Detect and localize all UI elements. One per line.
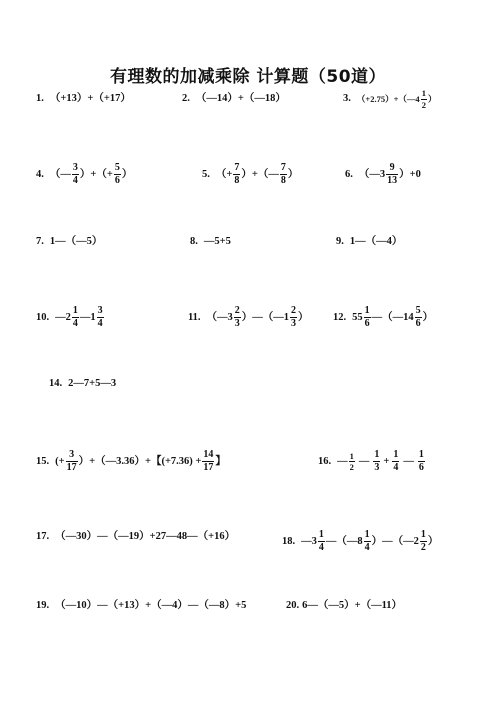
denominator: 4 bbox=[72, 175, 78, 186]
numerator: 14 bbox=[203, 449, 214, 460]
fraction bbox=[280, 163, 287, 186]
denominator: 2 bbox=[349, 462, 354, 472]
numerator: 9 bbox=[389, 162, 395, 173]
problem-number: 8. bbox=[190, 236, 198, 247]
numerator: 7 bbox=[280, 162, 286, 173]
problem-20 bbox=[286, 599, 402, 613]
expression-part: ）—（—2 bbox=[371, 535, 419, 547]
problem-7 bbox=[36, 235, 102, 249]
problem-10 bbox=[36, 306, 105, 329]
denominator: 2 bbox=[420, 542, 426, 553]
expression: 1—（—4） bbox=[349, 236, 403, 247]
problem-5 bbox=[202, 163, 298, 186]
denominator: 4 bbox=[97, 318, 103, 329]
problem-number: 2. bbox=[182, 93, 190, 104]
problem-number: 19. bbox=[36, 600, 50, 611]
fraction bbox=[72, 163, 79, 186]
fraction bbox=[421, 89, 427, 109]
denominator: 3 bbox=[234, 318, 240, 329]
expression-part: （+2.75）+（—4 bbox=[356, 94, 420, 104]
problem-3 bbox=[343, 89, 436, 109]
numerator: 7 bbox=[234, 162, 240, 173]
numerator: 1 bbox=[364, 529, 370, 540]
expression-part: + bbox=[383, 455, 390, 467]
problem-17 bbox=[36, 530, 235, 544]
expression-part: （+ bbox=[215, 168, 233, 180]
expression: （—14）+（—18） bbox=[195, 93, 286, 104]
problem-12 bbox=[333, 306, 433, 329]
fraction bbox=[364, 530, 371, 553]
expression-part: —（—14 bbox=[371, 311, 414, 323]
fraction bbox=[318, 530, 325, 553]
problem-number: 3. bbox=[343, 93, 351, 104]
problem-1 bbox=[36, 92, 131, 106]
problem-number: 17. bbox=[36, 531, 50, 542]
expression: （—10）—（+13）+（—4）—（—8）+5 bbox=[55, 600, 247, 611]
problem-number: 16. bbox=[318, 455, 332, 467]
denominator: 4 bbox=[318, 542, 324, 553]
problem-number: 12. bbox=[333, 311, 347, 323]
fraction bbox=[97, 306, 104, 329]
denominator: 17 bbox=[203, 462, 214, 473]
fraction bbox=[202, 450, 214, 473]
expression: —5+5 bbox=[203, 236, 231, 247]
expression-part: ） bbox=[121, 168, 133, 180]
expression-part: ）—（—1 bbox=[241, 311, 290, 323]
problem-number: 6. bbox=[345, 168, 353, 180]
denominator: 4 bbox=[364, 542, 370, 553]
expression-part: —2 bbox=[55, 311, 71, 323]
page-title: 有理数的加减乘除 计算题（50道） bbox=[109, 67, 387, 87]
expression-part: ） bbox=[422, 311, 434, 323]
numerator: 1 bbox=[374, 449, 380, 460]
denominator: 8 bbox=[234, 175, 240, 186]
fraction bbox=[373, 450, 380, 473]
problem-14 bbox=[49, 377, 116, 391]
expression-part: ）+（+ bbox=[79, 168, 113, 180]
problem-6 bbox=[345, 163, 421, 186]
expression-part: —1 bbox=[79, 311, 96, 323]
numerator: 3 bbox=[72, 162, 78, 173]
denominator: 2 bbox=[421, 99, 426, 110]
problem-number: 4. bbox=[36, 168, 44, 180]
expression-part: — bbox=[403, 455, 414, 467]
fraction bbox=[415, 306, 422, 329]
numerator: 1 bbox=[349, 450, 354, 461]
denominator: 3 bbox=[374, 462, 380, 473]
denominator: 4 bbox=[72, 318, 78, 329]
expression-part: ） bbox=[427, 94, 437, 104]
expression-part: ）+（—3.36）+【(+7.36) + bbox=[78, 455, 202, 467]
problem-9 bbox=[336, 235, 402, 249]
denominator: 3 bbox=[291, 318, 297, 329]
numerator: 3 bbox=[97, 305, 103, 316]
problem-18 bbox=[282, 530, 438, 553]
fraction bbox=[114, 163, 121, 186]
expression: 1—（—5） bbox=[49, 236, 103, 247]
fraction bbox=[418, 450, 425, 473]
denominator: 13 bbox=[387, 175, 398, 186]
expression-part: (+ bbox=[55, 455, 65, 467]
expression-part: （—3 bbox=[206, 311, 233, 323]
denominator: 8 bbox=[280, 175, 286, 186]
problem-number: 10. bbox=[36, 311, 50, 323]
denominator: 17 bbox=[66, 462, 77, 473]
expression-part: ） bbox=[287, 168, 299, 180]
numerator: 1 bbox=[420, 529, 426, 540]
fraction bbox=[233, 163, 240, 186]
problem-number: 20. bbox=[286, 600, 300, 611]
problem-number: 15. bbox=[36, 455, 50, 467]
problem-number: 11. bbox=[188, 311, 201, 323]
denominator: 4 bbox=[393, 462, 399, 473]
problem-number: 5. bbox=[202, 168, 210, 180]
numerator: 1 bbox=[72, 305, 78, 316]
expression-part: （—3 bbox=[358, 168, 386, 180]
problem-4 bbox=[36, 163, 132, 186]
expression: 6—（—5）+（—11） bbox=[302, 600, 403, 611]
problem-15 bbox=[36, 450, 226, 473]
fraction bbox=[420, 530, 427, 553]
numerator: 1 bbox=[364, 305, 370, 316]
numerator: 1 bbox=[418, 449, 424, 460]
denominator: 6 bbox=[114, 175, 120, 186]
expression-part: ）+0 bbox=[399, 168, 421, 180]
fraction bbox=[386, 163, 398, 186]
fraction bbox=[392, 450, 399, 473]
fraction bbox=[66, 450, 78, 473]
expression-part: （— bbox=[49, 168, 71, 180]
fraction bbox=[72, 306, 79, 329]
denominator: 6 bbox=[415, 318, 421, 329]
problem-11 bbox=[188, 306, 309, 329]
expression: 2—7+5—3 bbox=[68, 378, 117, 389]
expression-part: ） bbox=[298, 311, 309, 323]
denominator: 6 bbox=[418, 462, 424, 473]
problem-number: 7. bbox=[36, 236, 44, 247]
numerator: 2 bbox=[291, 305, 297, 316]
numerator: 2 bbox=[234, 305, 240, 316]
numerator: 3 bbox=[69, 449, 75, 460]
expression-part: —（—8 bbox=[325, 535, 363, 547]
problem-number: 14. bbox=[49, 378, 63, 389]
problem-number: 18. bbox=[282, 535, 296, 547]
numerator: 1 bbox=[318, 529, 324, 540]
expression: （—30）—（—19）+27—48—（+16） bbox=[55, 531, 236, 542]
expression-part: ）+（— bbox=[241, 168, 279, 180]
expression-part: ） bbox=[427, 535, 439, 547]
expression: （+13）+（+17） bbox=[49, 93, 131, 104]
expression-part: 55 bbox=[352, 311, 363, 323]
problem-19 bbox=[36, 599, 246, 613]
problem-2 bbox=[182, 92, 286, 106]
problem-16 bbox=[318, 450, 426, 473]
expression-part: —3 bbox=[301, 535, 317, 547]
numerator: 1 bbox=[421, 88, 426, 98]
fraction bbox=[290, 306, 297, 329]
numerator: 5 bbox=[415, 305, 421, 316]
problem-8 bbox=[190, 235, 231, 249]
numerator: 5 bbox=[114, 162, 120, 173]
fraction bbox=[349, 452, 355, 472]
fraction bbox=[234, 306, 241, 329]
fraction bbox=[364, 306, 371, 329]
problem-number: 9. bbox=[336, 236, 344, 247]
expression-part: — bbox=[358, 455, 370, 467]
denominator: 6 bbox=[364, 318, 370, 329]
expression-part: 】 bbox=[215, 455, 226, 467]
numerator: 1 bbox=[393, 449, 399, 460]
expression-part: — bbox=[337, 455, 348, 467]
problem-number: 1. bbox=[36, 93, 44, 104]
